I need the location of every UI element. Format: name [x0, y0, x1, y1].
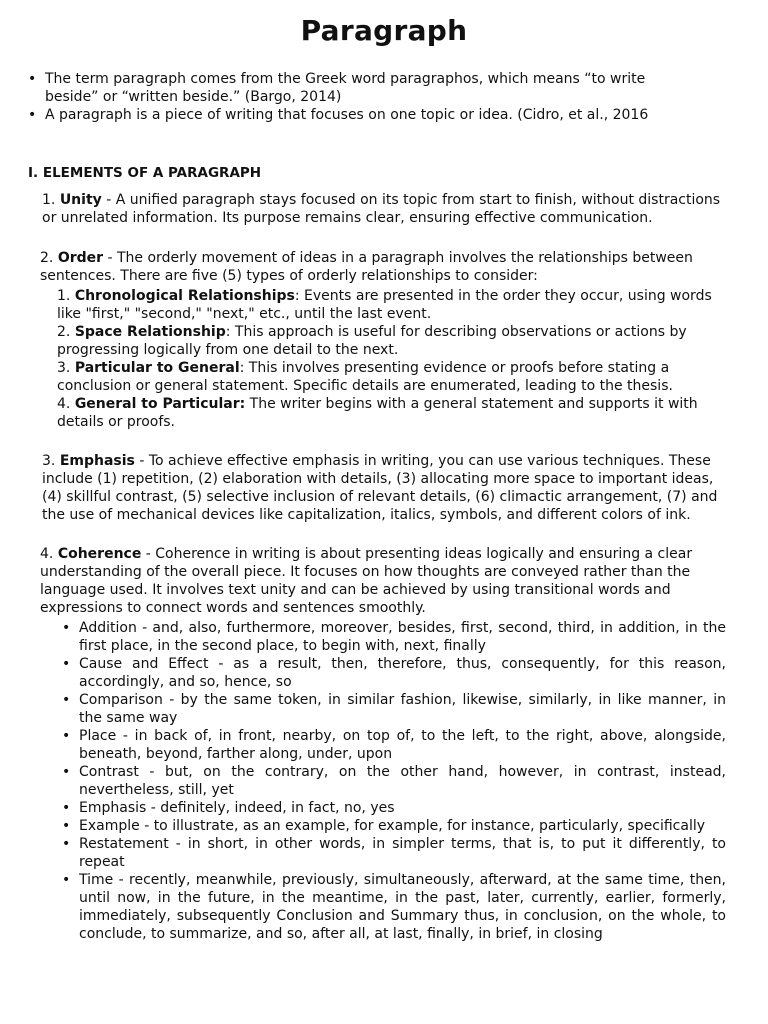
element-coherence-desc [40, 545, 730, 617]
element-text: - A unified paragraph stays focused on its topic from start to finish, without distractions or unrelated information. Its purpose remains clear, ensuring effective communication. [42, 192, 721, 226]
element-term: Order [57, 250, 104, 266]
item-text: : Events are presented in the order they occur, using words like "first," "second," "next," etc., until the last event. [57, 288, 712, 322]
transitions-list [79, 619, 726, 943]
transition-item: • Emphasis - definitely, indeed, in fact, no, yes [79, 799, 726, 817]
element-text: - Coherence in writing is about presenting ideas logically and ensuring a clear understanding of the overall piece. It focuses on how thoughts are conveyed rather than the language used. It involves text unity and can be achieved by using transitional words and expressions to connect words and sentences smoothly. [40, 546, 693, 616]
item-number: 1. [57, 288, 71, 304]
item-text: : This approach is useful for describing observations or actions by progressing logically from one detail to the next. [57, 324, 687, 358]
element-number: 4. [40, 546, 54, 562]
transition-item: • Restatement - in short, in other words, in simpler terms, that is, to put it differently, to repeat [79, 835, 726, 871]
element-text: - To achieve effective emphasis in writing, you can use various techniques. These include (1) repetition, (2) elaboration with details, (3) allocating more space to important ideas, (4) skillful contrast, (5) selective inclusion of relevant details, (6) climactic arrangement, (7) and the use of mechanical devices like capitalization, italics, symbols, and different colors of ink. [42, 453, 718, 523]
order-types-list [57, 287, 740, 431]
element-number: 1. [42, 192, 56, 208]
transition-item: • Time - recently, meanwhile, previously, simultaneously, afterward, at the same time, then, until now, in the future, in the meantime, in the past, later, currently, earlier, formerly, immediately, subsequently Conclusion and Summary thus, in conclusion, on the whole, to conclude, to summarize, and so, after all, at last, finally, in brief, in closing [79, 871, 726, 943]
transition-item: • Comparison - by the same token, in similar fashion, likewise, similarly, in like manner, in the same way [79, 691, 726, 727]
item-term: Chronological Relationships [74, 288, 295, 304]
element-text: - The orderly movement of ideas in a paragraph involves the relationships between sentences. There are five (5) types of orderly relationships to consider: [40, 250, 693, 284]
order-type-item [57, 359, 740, 395]
item-term: Space Relationship [74, 324, 226, 340]
section-heading: I. ELEMENTS OF A PARAGRAPH [28, 165, 262, 181]
element-number: 3. [42, 453, 56, 469]
element-unity [42, 191, 722, 227]
intro-item: • A paragraph is a piece of writing that focuses on one topic or idea. (Cidro, et al., 2016 [28, 106, 668, 124]
order-type-item [57, 287, 740, 323]
element-emphasis [42, 452, 732, 524]
transition-item: • Cause and Effect - as a result, then, therefore, thus, consequently, for this reason, accordingly, and so, hence, so [79, 655, 726, 691]
element-coherence [40, 545, 730, 943]
item-number: 4. [57, 396, 71, 412]
order-type-item [57, 323, 740, 359]
intro-list [28, 70, 668, 124]
element-term: Emphasis [59, 453, 135, 469]
item-term: General to Particular: [74, 396, 246, 412]
transition-item: • Example - to illustrate, as an example, for example, for instance, particularly, specifically [79, 817, 726, 835]
transition-item: • Contrast - but, on the contrary, on the other hand, however, in contrast, instead, nevertheless, still, yet [79, 763, 726, 799]
transition-item: • Addition - and, also, furthermore, moreover, besides, first, second, third, in addition, in the first place, in the second place, to begin with, next, finally [79, 619, 726, 655]
page-title: Paragraph [300, 14, 468, 47]
element-order-desc [40, 249, 740, 285]
item-text: : This involves presenting evidence or proofs before stating a conclusion or general statement. Specific details are enumerated, leading to the thesis. [57, 360, 673, 394]
item-number: 2. [57, 324, 71, 340]
element-number: 2. [40, 250, 54, 266]
item-number: 3. [57, 360, 71, 376]
element-order [40, 249, 740, 431]
order-type-item [57, 395, 740, 431]
element-term: Coherence [57, 546, 142, 562]
element-term: Unity [59, 192, 102, 208]
intro-item: • The term paragraph comes from the Greek word paragraphos, which means “to write beside” or “written beside.” (Bargo, 2014) [28, 70, 668, 106]
item-term: Particular to General [74, 360, 240, 376]
item-text: The writer begins with a general statement and supports it with details or proofs. [57, 396, 698, 430]
transition-item: • Place - in back of, in front, nearby, on top of, to the left, to the right, above, alongside, beneath, beyond, farther along, under, upon [79, 727, 726, 763]
